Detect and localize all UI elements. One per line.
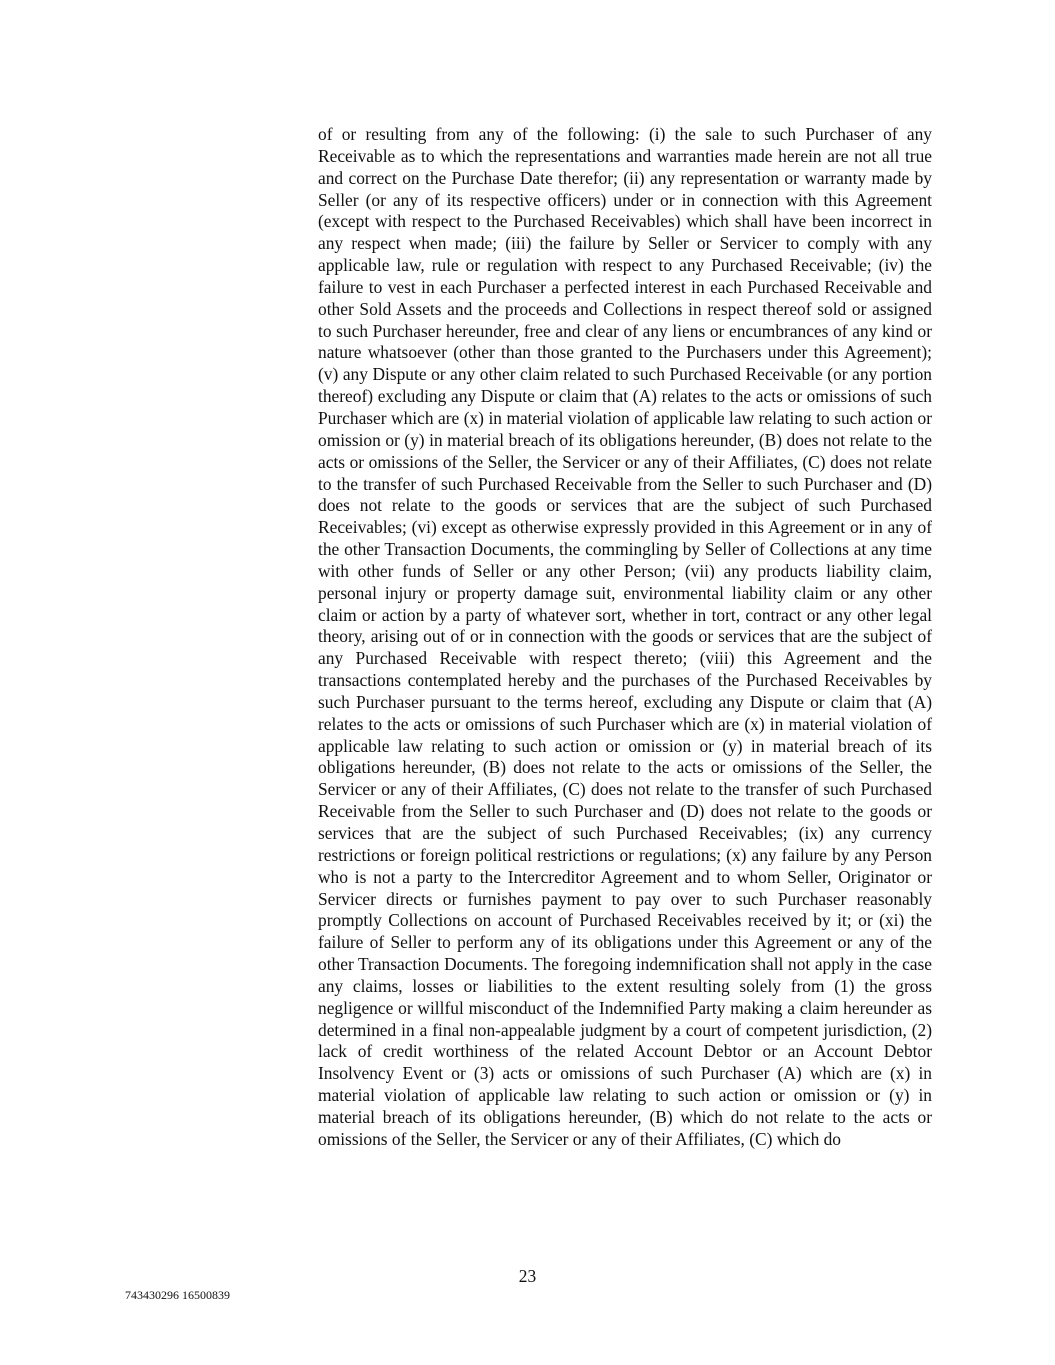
body-paragraph: of or resulting from any of the following: (i) the sale to such Purchaser of any Receivable as to which the representations and warranties made herein are not all true and correct on the Purchase Date therefor; (ii) any representation or warranty made by Seller (or any of its respective officers) under or in connection with this Agreement (except with respect to the Purchased Receivables) which shall have been incorrect in any respect when made; (iii) the failure by Seller or Servicer to comply with any applicable law, rule or regulation with respect to any Purchased Receivable; (iv) the failure to vest in each Purchaser a perfected interest in each Purchased Receivable and other Sold Assets and the proceeds and Collections in respect thereof sold or assigned to such Purchaser hereunder, free and clear of any liens or encumbrances of any kind or nature whatsoever (other than those granted to the Purchasers under this Agreement); (v) any Dispute or any other claim related to such Purchased Receivable (or any portion thereof) excluding any Dispute or claim that (A) relates to the acts or omissions of such Purchaser which are (x) in material violation of applicable law relating to such action or omission or (y) in material breach of its obligations hereunder, (B) does not relate to the acts or omissions of the Seller, the Servicer or any of their Affiliates, (C) does not relate to the transfer of such Purchased Receivable from the Seller to such Purchaser and (D) does not relate to the goods or services that are the subject of such Purchased Receivables; (vi) except as otherwise expressly provided in this Agreement or in any of the other Transaction Documents, the commingling by Seller of Collections at any time with other funds of Seller or any other Person; (vii) any products liability claim, personal injury or property damage suit, environmental liability claim or any other claim or action by a party of whatever sort, whether in tort, contract or any other legal theory, arising out of or in connection with the goods or services that are the subject of any Purchased Receivable with respect thereto; (viii) this Agreement and the transactions contemplated hereby and the purchases of the Purchased Receivables by such Purchaser pursuant to the terms hereof, excluding any Dispute or claim that (A) relates to the acts or omissions of such Purchaser which are (x) in material violation of applicable law relating to such action or omission or (y) in material breach of its obligations hereunder, (B) does not relate to the acts or omissions of the Seller, the Servicer or any of their Affiliates, (C) does not relate to the transfer of such Purchased Receivable from the Seller to such Purchaser and (D) does not relate to the goods or services that are the subject of such Purchased Receivables; (ix) any currency restrictions or foreign political restrictions or regulations; (x) any failure by any Person who is not a party to the Intercreditor Agreement and to whom Seller, Originator or Servicer directs or furnishes payment to pay over to such Purchaser reasonably promptly Collections on account of Purchased Receivables received by it; or (xi) the failure of Seller to perform any of its obligations under this Agreement or any of the other Transaction Documents. The foregoing indemnification shall not apply in the case any claims, losses or liabilities to the extent resulting solely from (1) the gross negligence or willful misconduct of the Indemnified Party making a claim hereunder as determined in a final non-appealable judgment by a court of competent jurisdiction, (2) lack of credit worthiness of the related Account Debtor or an Account Debtor Insolvency Event or (3) acts or omissions of such Purchaser (A) which are (x) in material violation of applicable law relating to such action or omission or (y) in material breach of its obligations hereunder, (B) which do not relate to the acts or omissions of the Seller, the Servicer or any of their Affiliates, (C) which do [318,124,932,1149]
page-number: 23 [518,1266,537,1286]
document-id-footer: 743430296 16500839 [125,1288,230,1302]
